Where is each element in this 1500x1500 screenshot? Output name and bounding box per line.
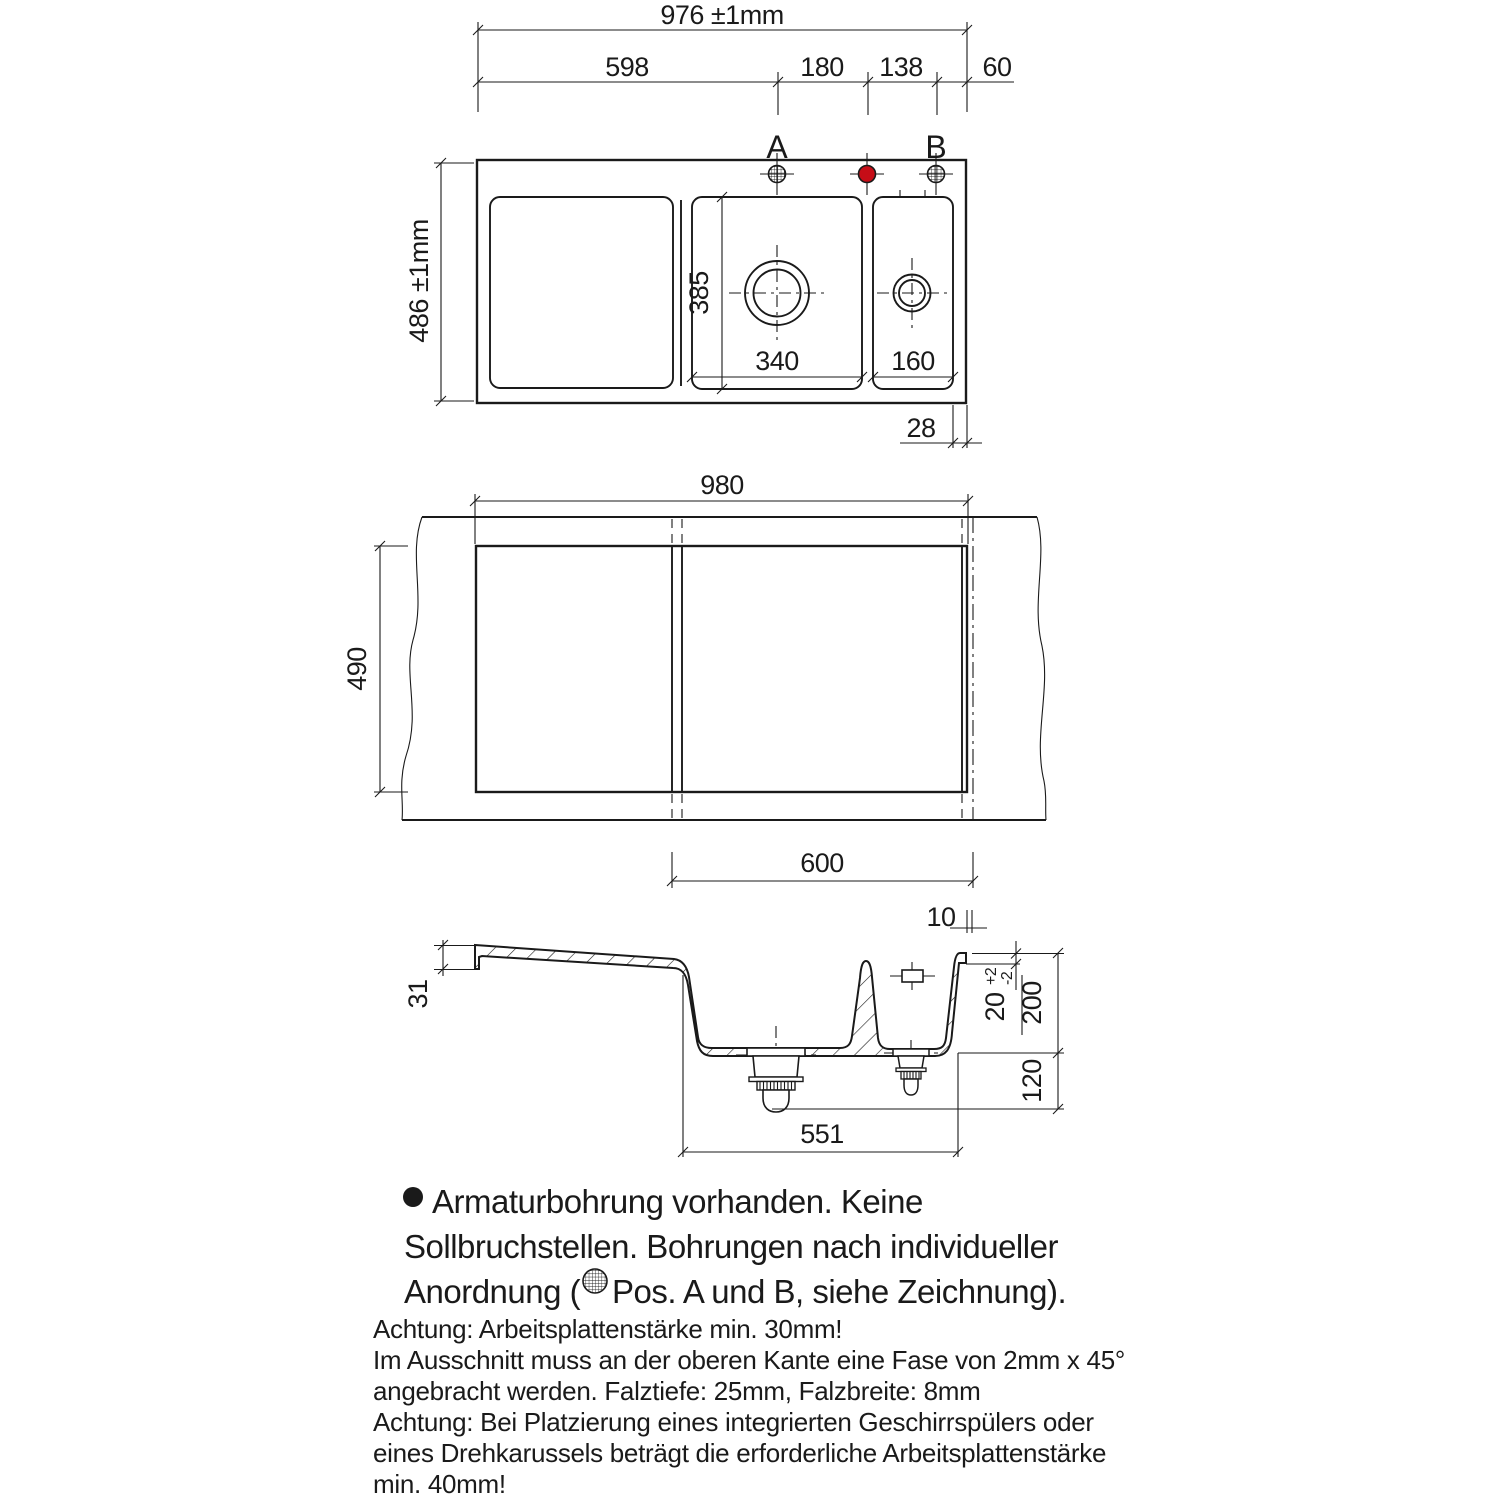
small-drain-flange — [893, 1049, 929, 1056]
dim-seg4-label: 60 — [982, 52, 1012, 82]
warning-line-6: min. 40mm! — [373, 1469, 506, 1499]
dim-bowl-depth-label: 385 — [684, 271, 714, 315]
hole-b-label: B — [925, 129, 947, 165]
dim-rim-height — [403, 979, 433, 1008]
dim-step-tol-plus: +2 — [983, 967, 1000, 985]
dim-seg1-label: 598 — [605, 52, 649, 82]
dim-overall-depth — [404, 219, 434, 342]
small-drain-tailpiece — [904, 1079, 918, 1095]
cutout-view — [342, 470, 1046, 888]
small-drain-body — [898, 1056, 924, 1068]
hole-drilled-icon — [859, 166, 876, 183]
warning-line-1: Achtung: Arbeitsplattenstärke min. 30mm! — [373, 1314, 843, 1344]
sink-section-profile — [475, 945, 966, 1056]
dim-seg2-label: 180 — [800, 52, 844, 82]
hole-a-icon — [769, 166, 786, 183]
hole-b-icon — [928, 166, 945, 183]
bullet-icon — [403, 1187, 423, 1207]
warning-line-4: Achtung: Bei Platzierung eines integrierten Geschirrspülers oder — [373, 1407, 1094, 1437]
section-view — [403, 902, 1064, 1157]
main-drain-body — [753, 1056, 799, 1077]
drill-position-icon — [583, 1269, 607, 1293]
dim-overall-depth-label: 486 ±1mm — [404, 219, 434, 343]
note-line-2: Sollbruchstellen. Bohrungen nach individueller — [404, 1228, 1058, 1265]
dim-gap-label: 10 — [926, 902, 956, 932]
top-view — [404, 0, 1014, 448]
dim-rim-height-label: 31 — [403, 979, 433, 1009]
dim-bowl-depth-section — [1017, 981, 1047, 1025]
dim-small-bowl-width-label: 160 — [891, 346, 935, 376]
dim-cutout-width-label: 980 — [700, 470, 744, 500]
overflow-mark — [902, 970, 923, 982]
dim-seg3-label: 138 — [879, 52, 923, 82]
warning-line-2: Im Ausschnitt muss an der oberen Kante eine Fase von 2mm x 45° — [373, 1345, 1125, 1375]
dim-cabinet-width-label: 600 — [800, 848, 844, 878]
dim-step-depth — [980, 967, 1016, 1021]
dim-step-tol-minus: -2 — [999, 971, 1016, 985]
hole-a-label: A — [766, 129, 788, 165]
dim-drain-height-label: 120 — [1017, 1059, 1047, 1103]
break-line-right — [1037, 517, 1046, 820]
dim-bowl-depth-section-label: 200 — [1017, 981, 1047, 1025]
note-line-3-post: Pos. A und B, siehe Zeichnung). — [612, 1273, 1067, 1310]
note-line-3-pre: Anordnung ( — [404, 1273, 581, 1310]
warning-block — [373, 1314, 1125, 1499]
dim-edge-offset-label: 28 — [906, 413, 936, 443]
dim-main-bowl-width-label: 340 — [755, 346, 799, 376]
dim-bowl-span-label: 551 — [800, 1119, 844, 1149]
main-drain-flange — [747, 1048, 805, 1056]
notes-block — [403, 1183, 1066, 1310]
dim-step-depth-label: 20 — [980, 992, 1010, 1022]
warning-line-3: angebracht werden. Falztiefe: 25mm, Falzbreite: 8mm — [373, 1376, 981, 1406]
warning-line-5: eines Drehkarussels beträgt die erforderliche Arbeitsplattenstärke — [373, 1438, 1107, 1468]
drainboard-area — [490, 197, 673, 388]
dim-cutout-depth — [342, 647, 372, 691]
break-line-left — [402, 517, 422, 820]
dim-bowl-depth — [684, 271, 714, 315]
dim-cutout-depth-label: 490 — [342, 647, 372, 691]
cutout-outline — [476, 546, 967, 792]
dim-overall-width-label: 976 ±1mm — [660, 0, 784, 30]
note-line-1: Armaturbohrung vorhanden. Keine — [432, 1183, 923, 1220]
main-drain-nut — [757, 1082, 795, 1091]
dim-drain-height — [1017, 1059, 1047, 1103]
